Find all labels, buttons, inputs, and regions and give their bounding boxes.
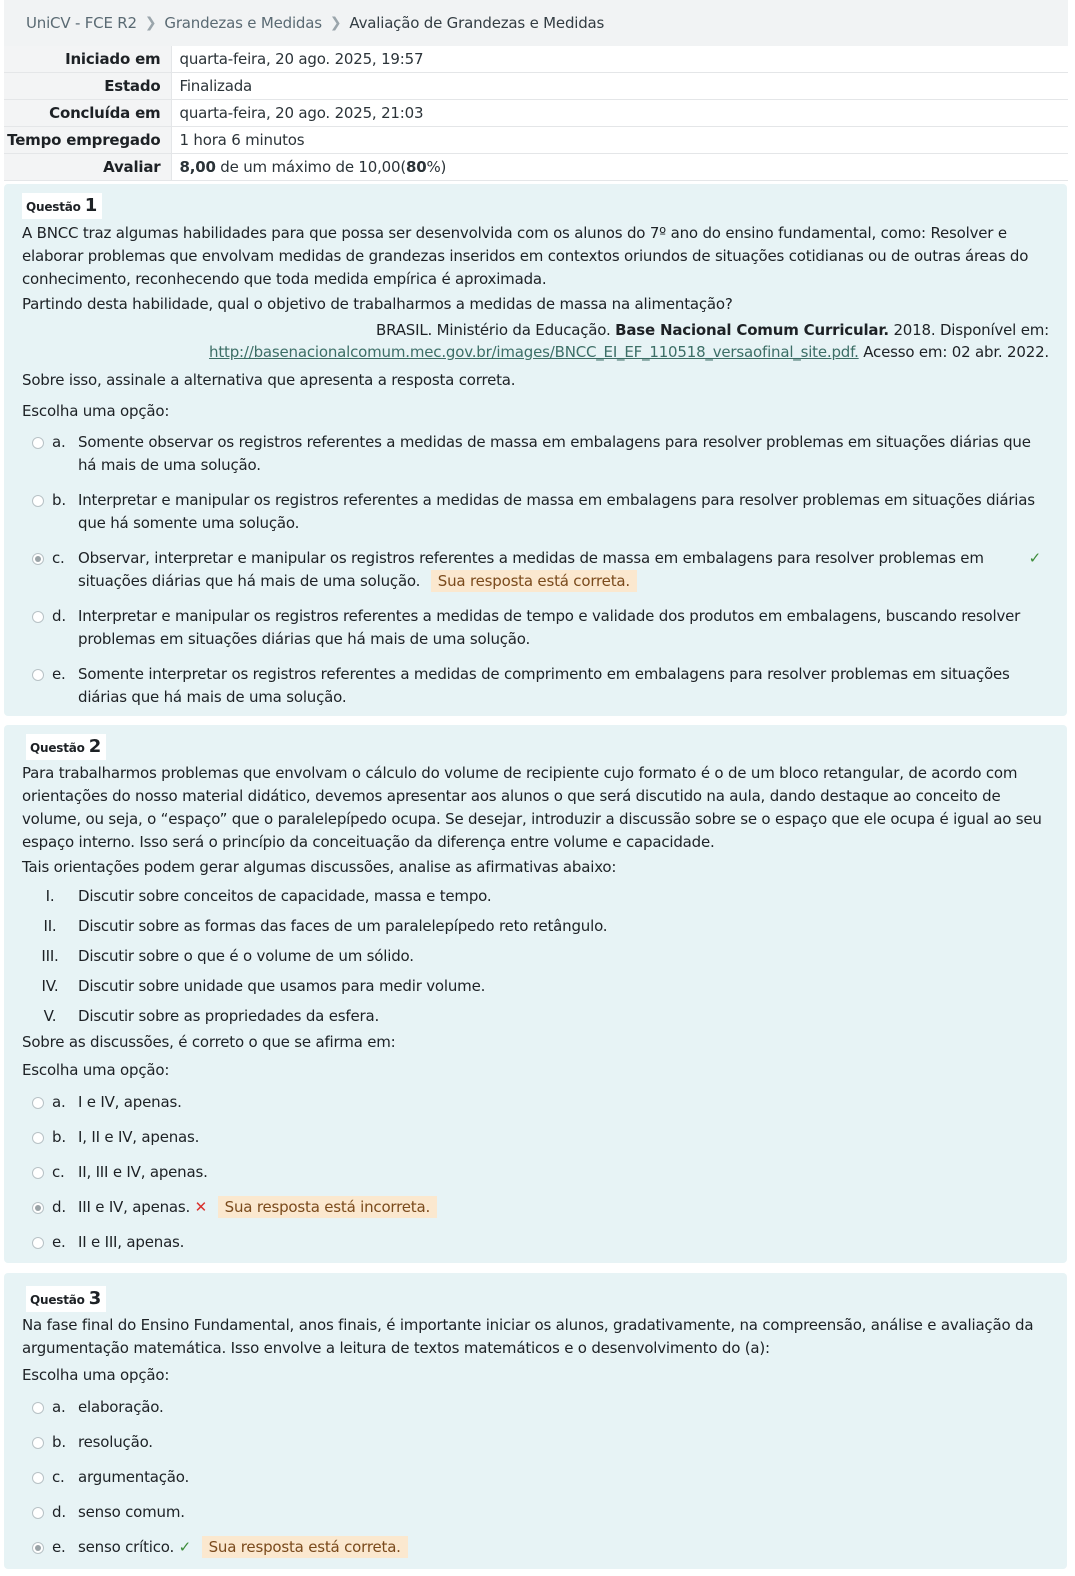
grade-percent: 80 bbox=[406, 158, 427, 176]
option-text: Somente observar os registros referentes a medidas de massa em embalagens para resolver problemas em situações diárias que há mais de uma solução. bbox=[78, 433, 1031, 474]
radio-button[interactable] bbox=[32, 1132, 44, 1144]
summary-row bbox=[4, 154, 1068, 181]
choose-label: Escolha uma opção: bbox=[22, 1061, 170, 1079]
summary-row bbox=[4, 73, 1068, 100]
check-icon: ✓ bbox=[178, 1538, 192, 1556]
breadcrumb-link-course[interactable]: UniCV - FCE R2 bbox=[26, 14, 137, 32]
grade-value bbox=[171, 154, 1068, 181]
option-text: II e III, apenas. bbox=[78, 1233, 185, 1251]
answer-option[interactable] bbox=[22, 605, 1049, 663]
reference-block bbox=[22, 319, 1049, 363]
question-number: 1 bbox=[84, 195, 98, 216]
summary-value: 1 hora 6 minutos bbox=[171, 127, 1068, 154]
option-letter: e. bbox=[52, 1233, 66, 1251]
question-label-text: Questão bbox=[26, 200, 81, 214]
summary-row bbox=[4, 46, 1068, 73]
summary-row bbox=[4, 127, 1068, 154]
option-letter: d. bbox=[52, 1503, 66, 1521]
statement-item bbox=[22, 911, 1049, 941]
statement-item bbox=[22, 1001, 1049, 1031]
radio-button-selected[interactable] bbox=[32, 1202, 44, 1214]
answer-option-selected[interactable] bbox=[22, 1196, 1049, 1231]
answer-list bbox=[22, 431, 1049, 713]
answer-option[interactable] bbox=[22, 1231, 1049, 1266]
option-letter: b. bbox=[52, 1128, 66, 1146]
option-text: argumentação. bbox=[78, 1468, 190, 1486]
feedback-badge: Sua resposta está correta. bbox=[431, 570, 637, 592]
option-text: elaboração. bbox=[78, 1398, 164, 1416]
option-text: II, III e IV, apenas. bbox=[78, 1163, 208, 1181]
option-text: resolução. bbox=[78, 1433, 153, 1451]
summary-value: quarta-feira, 20 ago. 2025, 21:03 bbox=[171, 100, 1068, 127]
breadcrumb bbox=[4, 0, 1068, 46]
question-text bbox=[22, 1314, 1049, 1387]
option-letter: d. bbox=[52, 1198, 66, 1216]
summary-label: Avaliar bbox=[4, 154, 171, 181]
answer-option[interactable] bbox=[22, 1161, 1049, 1196]
option-letter: b. bbox=[52, 491, 66, 509]
option-text-block bbox=[78, 547, 1029, 593]
question-paragraph: Sobre isso, assinale a alternativa que apresenta a resposta correta. bbox=[22, 371, 516, 389]
radio-button[interactable] bbox=[32, 1167, 44, 1179]
question-paragraph: Para trabalharmos problemas que envolvam o cálculo do volume de recipiente cujo formato é o de um bloco retangular, de acordo com orientações do nosso material didático, devemos apresentar aos alunos o que será discutido na aula, dando destaque ao conceito de volume, ou seja, o “espaço” que o paralelepípedo ocupa. Se desejar, introduzir a discussão sobre se o espaço que ele ocupa é igual ao seu espaço interno. Isso será o princípio da conceituação da diferença entre volume e capacidade. bbox=[22, 764, 1042, 851]
question-label bbox=[26, 734, 106, 760]
question-paragraph: Na fase final do Ensino Fundamental, anos finais, é importante iniciar os alunos, gradativamente, na compreensão, análise e avaliação da argumentação matemática. Isso envolve a leitura de textos matemáticos e o desenvolvimento do (a): bbox=[22, 1316, 1034, 1357]
statement-item bbox=[22, 971, 1049, 1001]
question-2 bbox=[4, 725, 1067, 1263]
radio-button[interactable] bbox=[32, 1472, 44, 1484]
answer-option[interactable] bbox=[22, 1466, 1049, 1501]
statement-number: IV. bbox=[41, 977, 59, 995]
grade-end: %) bbox=[426, 158, 447, 176]
option-text: Interpretar e manipular os registros referentes a medidas de massa em embalagens para resolver problemas em situações diárias que há somente uma solução. bbox=[78, 491, 1035, 532]
cross-icon: ✕ bbox=[194, 1198, 208, 1216]
statement-number: III. bbox=[41, 947, 59, 965]
question-paragraph: Tais orientações podem gerar algumas discussões, analise as afirmativas abaixo: bbox=[22, 858, 617, 876]
summary-label: Concluída em bbox=[4, 100, 171, 127]
question-3 bbox=[4, 1273, 1067, 1569]
option-text: senso crítico. bbox=[78, 1538, 175, 1556]
feedback-badge: Sua resposta está correta. bbox=[202, 1536, 408, 1558]
option-letter: c. bbox=[52, 1468, 65, 1486]
choose-label: Escolha uma opção: bbox=[22, 1366, 170, 1384]
statement-list bbox=[22, 881, 1049, 1031]
grade-max: de um máximo de 10,00( bbox=[215, 158, 407, 176]
option-letter: a. bbox=[52, 433, 66, 451]
feedback-badge: Sua resposta está incorreta. bbox=[218, 1196, 437, 1218]
radio-button-selected[interactable] bbox=[32, 553, 44, 565]
question-label-text: Questão bbox=[30, 741, 85, 755]
summary-value: Finalizada bbox=[171, 73, 1068, 100]
question-paragraph: Partindo desta habilidade, qual o objetivo de trabalharmos a medidas de massa na alimentação? bbox=[22, 295, 733, 313]
radio-button[interactable] bbox=[32, 1402, 44, 1414]
statement-text: Discutir sobre as propriedades da esfera. bbox=[78, 1007, 380, 1025]
reference-text: 2018. Disponível em: bbox=[888, 321, 1049, 339]
option-letter: e. bbox=[52, 1538, 66, 1556]
statement-number: V. bbox=[43, 1007, 57, 1025]
attempt-summary-table bbox=[4, 46, 1068, 181]
breadcrumb-current: Avaliação de Grandezas e Medidas bbox=[349, 14, 605, 32]
answer-list bbox=[22, 1396, 1049, 1571]
grade-score: 8,00 bbox=[179, 158, 216, 176]
option-letter: e. bbox=[52, 665, 66, 683]
answer-option[interactable] bbox=[22, 489, 1049, 547]
question-text bbox=[22, 762, 1049, 1082]
option-text-block bbox=[78, 1196, 1049, 1219]
option-letter: a. bbox=[52, 1093, 66, 1111]
answer-option[interactable] bbox=[22, 1091, 1049, 1126]
answer-option-selected[interactable] bbox=[22, 547, 1049, 605]
answer-option-selected[interactable] bbox=[22, 1536, 1049, 1571]
statement-item bbox=[22, 941, 1049, 971]
radio-button[interactable] bbox=[32, 611, 44, 623]
answer-option[interactable] bbox=[22, 1396, 1049, 1431]
choose-label: Escolha uma opção: bbox=[22, 402, 170, 420]
radio-button[interactable] bbox=[32, 1237, 44, 1249]
statement-item bbox=[22, 881, 1049, 911]
statement-text: Discutir sobre as formas das faces de um paralelepípedo reto retângulo. bbox=[78, 917, 608, 935]
radio-button[interactable] bbox=[32, 437, 44, 449]
option-text: I, II e IV, apenas. bbox=[78, 1128, 200, 1146]
question-number: 3 bbox=[88, 1288, 102, 1309]
option-text: I e IV, apenas. bbox=[78, 1093, 182, 1111]
question-number: 2 bbox=[88, 736, 102, 757]
summary-row bbox=[4, 100, 1068, 127]
radio-button[interactable] bbox=[32, 1437, 44, 1449]
option-letter: b. bbox=[52, 1433, 66, 1451]
answer-option[interactable] bbox=[22, 1431, 1049, 1466]
question-label bbox=[26, 1286, 106, 1312]
answer-option[interactable] bbox=[22, 663, 1049, 713]
question-1 bbox=[4, 184, 1067, 716]
option-text: Observar, interpretar e manipular os registros referentes a medidas de massa em embalagens para resolver problemas em situações diárias que há mais de uma solução. bbox=[78, 549, 984, 590]
statement-text: Discutir sobre unidade que usamos para medir volume. bbox=[78, 977, 486, 995]
summary-label: Estado bbox=[4, 73, 171, 100]
option-text: III e IV, apenas. bbox=[78, 1198, 191, 1216]
answer-option[interactable] bbox=[22, 431, 1049, 489]
option-letter: c. bbox=[52, 1163, 65, 1181]
summary-label: Iniciado em bbox=[4, 46, 171, 73]
answer-list bbox=[22, 1091, 1049, 1266]
answer-option[interactable] bbox=[22, 1126, 1049, 1161]
statement-text: Discutir sobre conceitos de capacidade, massa e tempo. bbox=[78, 887, 492, 905]
option-letter: d. bbox=[52, 607, 66, 625]
statement-text: Discutir sobre o que é o volume de um sólido. bbox=[78, 947, 414, 965]
statement-number: I. bbox=[45, 887, 55, 905]
question-text bbox=[22, 222, 1049, 423]
option-letter: a. bbox=[52, 1398, 66, 1416]
option-text: Interpretar e manipular os registros referentes a medidas de tempo e validade dos produtos em embalagens, buscando resolver problemas em situações diárias que há mais de uma solução. bbox=[78, 607, 1021, 648]
radio-button[interactable] bbox=[32, 669, 44, 681]
reference-link[interactable]: http://basenacionalcomum.mec.gov.br/images/BNCC_EI_EF_110518_versaofinal_site.pdf. bbox=[209, 343, 859, 361]
check-icon: ✓ bbox=[1028, 549, 1041, 567]
breadcrumb-link-section[interactable]: Grandezas e Medidas bbox=[164, 14, 322, 32]
reference-title: Base Nacional Comum Curricular. bbox=[615, 321, 889, 339]
chevron-right-icon: ❯ bbox=[329, 15, 342, 31]
question-paragraph: A BNCC traz algumas habilidades para que possa ser desenvolvida com os alunos do 7º ano do ensino fundamental, como: Resolver e elaborar problemas que envolvam medidas de grandezas inseridos em contextos oriundos de situações cotidianas ou de outras áreas do conhecimento, reconhecendo que toda medida empírica é aproximada. bbox=[22, 224, 1029, 288]
question-label-text: Questão bbox=[30, 1293, 85, 1307]
option-text: senso comum. bbox=[78, 1503, 185, 1521]
question-paragraph: Sobre as discussões, é correto o que se afirma em: bbox=[22, 1033, 396, 1051]
option-text: Somente interpretar os registros referentes a medidas de comprimento em embalagens para resolver problemas em situações diárias que há mais de uma solução. bbox=[78, 665, 1010, 706]
radio-button-selected[interactable] bbox=[32, 1542, 44, 1554]
question-label bbox=[22, 193, 102, 219]
radio-button[interactable] bbox=[32, 495, 44, 507]
radio-button[interactable] bbox=[32, 1507, 44, 1519]
radio-button[interactable] bbox=[32, 1097, 44, 1109]
reference-text: BRASIL. Ministério da Educação. bbox=[376, 321, 616, 339]
chevron-right-icon: ❯ bbox=[144, 15, 157, 31]
answer-option[interactable] bbox=[22, 1501, 1049, 1536]
summary-label: Tempo empregado bbox=[4, 127, 171, 154]
option-text-block bbox=[78, 1536, 1049, 1559]
option-letter: c. bbox=[52, 549, 65, 567]
statement-number: II. bbox=[43, 917, 57, 935]
reference-text: Acesso em: 02 abr. 2022. bbox=[858, 343, 1049, 361]
summary-value: quarta-feira, 20 ago. 2025, 19:57 bbox=[171, 46, 1068, 73]
